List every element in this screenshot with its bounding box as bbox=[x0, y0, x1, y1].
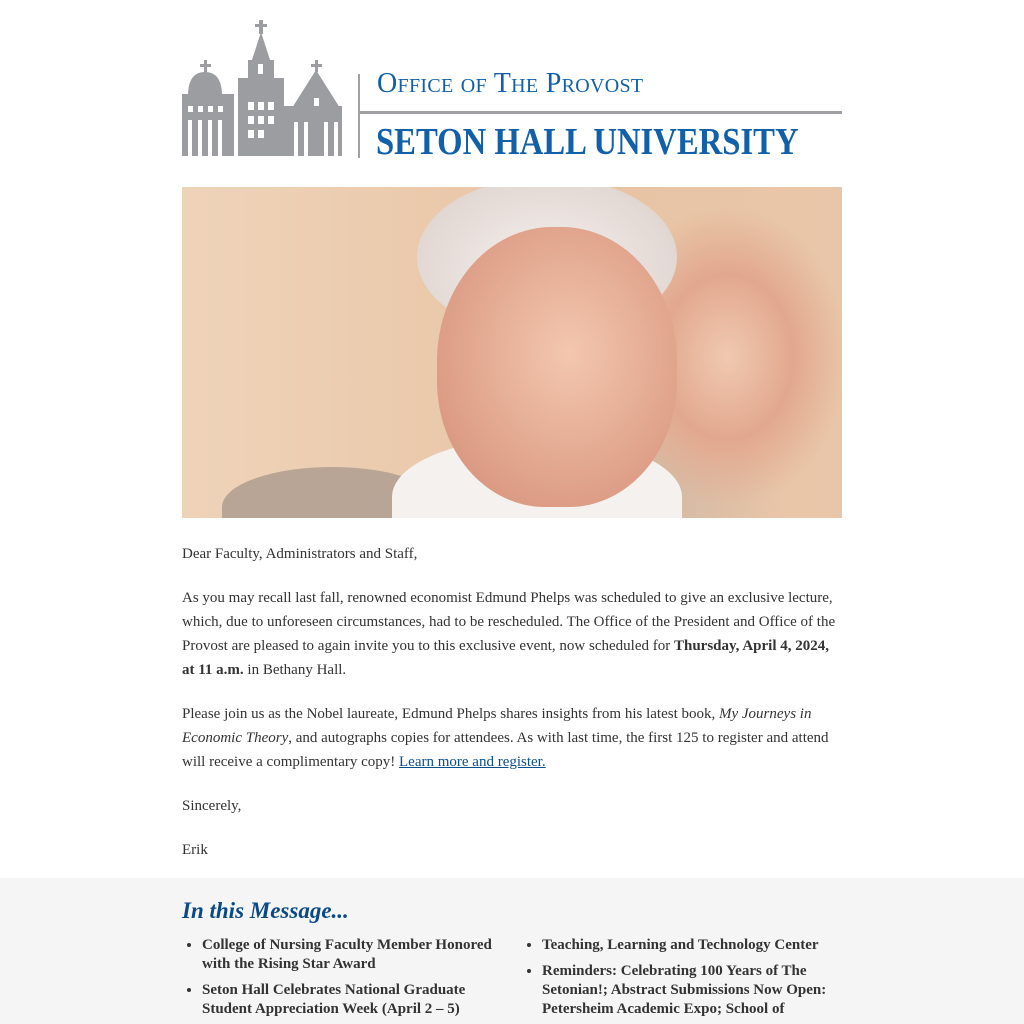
toc-right-list bbox=[502, 936, 842, 1024]
provost-logo bbox=[182, 18, 842, 168]
toc-item[interactable]: • Reminders: Celebrating 100 Years of The Setonian!; Abstract Submissions Now Open: Petersheim Academic Expo; School of bbox=[542, 962, 842, 1019]
toc-left-list bbox=[182, 936, 502, 1024]
toc-item[interactable]: • Teaching, Learning and Technology Center bbox=[542, 936, 842, 955]
greeting: Dear Faculty, Administrators and Staff, bbox=[182, 546, 418, 562]
toc-title: In this Message... bbox=[182, 898, 349, 923]
hero-photo bbox=[182, 187, 842, 518]
register-link[interactable]: Learn more and register. bbox=[399, 754, 546, 770]
logo-divider bbox=[358, 74, 360, 158]
university-buildings-icon bbox=[182, 18, 352, 158]
toc-item[interactable]: • Seton Hall Celebrates National Graduate Student Appreciation Week (April 2 – 5) bbox=[202, 981, 502, 1019]
book-title: My Journeys in Economic Theory bbox=[182, 706, 812, 746]
closing: Sincerely, bbox=[182, 798, 242, 814]
toc-item[interactable]: • College of Nursing Faculty Member Honored with the Rising Star Award bbox=[202, 936, 502, 974]
paragraph-1: As you may recall last fall, renowned economist Edmund Phelps was scheduled to give an exclusive lecture, which, due to unforeseen circumstances, had to be rescheduled. The Office of the President and Office of the Provost are pleased to again invite you to this exclusive event, now scheduled for Thursday, April 4, 2024, at 11 a.m. in Bethany Hall. bbox=[182, 590, 836, 678]
university-name: SETON HALL UNIVERSITY bbox=[376, 121, 799, 163]
event-date: Thursday, April 4, 2024, at 11 a.m. bbox=[182, 638, 830, 678]
toc-section bbox=[0, 878, 1024, 1024]
office-title: Office of The Provost bbox=[377, 68, 644, 99]
signature: Erik bbox=[182, 842, 208, 858]
paragraph-2: Please join us as the Nobel laureate, Edmund Phelps shares insights from his latest book, My Journeys in Economic Theory, and autographs copies for attendees. As with last time, the first 125 to register and attend will receive a complimentary copy! Learn more and register. bbox=[182, 706, 829, 770]
logo-rule bbox=[360, 111, 842, 114]
letter-body bbox=[182, 542, 842, 862]
